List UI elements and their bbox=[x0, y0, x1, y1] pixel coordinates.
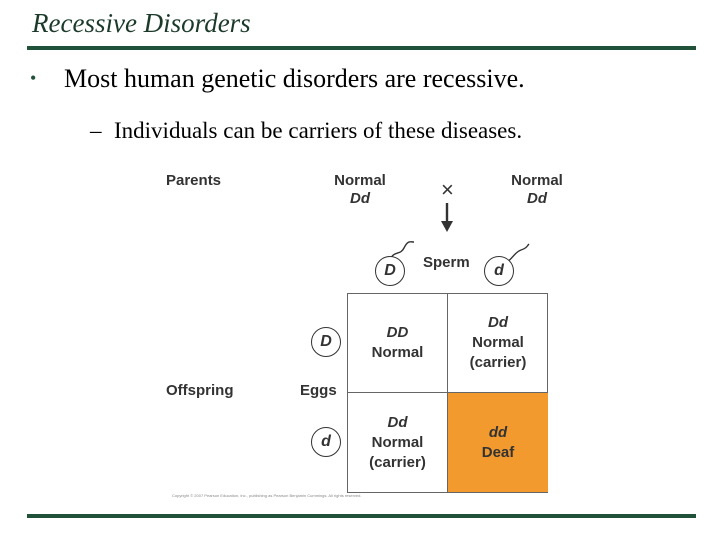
cell-phenotype: Deaf bbox=[481, 443, 515, 461]
parent-left-phenotype: Normal bbox=[334, 172, 386, 189]
cell-genotype: Dd bbox=[488, 314, 508, 331]
cell-genotype: DD bbox=[386, 324, 409, 341]
punnett-grid bbox=[347, 293, 548, 493]
copyright-note: Copyright © 2007 Pearson Education, Inc., publishing as Pearson Benjamin Cummings. All rights reserved. bbox=[172, 493, 362, 498]
parent-right-phenotype: Normal bbox=[511, 172, 563, 189]
cross-symbol: × bbox=[441, 177, 454, 202]
parent-left bbox=[320, 172, 400, 208]
cell-carrier-note: (carrier) bbox=[369, 453, 426, 471]
punnett-cell-Dd-top bbox=[448, 294, 548, 393]
parent-left-genotype: Dd bbox=[350, 190, 370, 207]
slide-title: Recessive Disorders bbox=[32, 8, 251, 38]
punnett-cell-Dd-bottom bbox=[348, 393, 448, 492]
bullet-primary-text: Most human genetic disorders are recessive. bbox=[64, 64, 525, 93]
bullet-dash: – bbox=[90, 118, 102, 143]
cross-arrow-icon bbox=[440, 203, 454, 233]
cell-phenotype: Normal bbox=[371, 433, 424, 451]
bullet-dot: • bbox=[30, 68, 37, 88]
punnett-cell-DD bbox=[348, 294, 448, 393]
parent-right-genotype: Dd bbox=[527, 190, 547, 207]
egg-allele-bottom: d bbox=[311, 427, 341, 457]
cell-carrier-note: (carrier) bbox=[469, 354, 527, 371]
cell-phenotype: Normal bbox=[371, 344, 424, 361]
cell-genotype: dd bbox=[488, 423, 508, 441]
parent-right bbox=[497, 172, 577, 208]
cell-genotype: Dd bbox=[387, 413, 408, 431]
cell-phenotype: Normal bbox=[472, 334, 524, 351]
egg-allele-top: D bbox=[311, 327, 341, 357]
eggs-label: Eggs bbox=[300, 382, 337, 399]
punnett-cell-dd bbox=[448, 393, 548, 492]
sperm-allele-left: D bbox=[375, 256, 405, 286]
footer-rule bbox=[27, 514, 696, 518]
sperm-label: Sperm bbox=[423, 254, 470, 271]
sperm-allele-right: d bbox=[484, 256, 514, 286]
offspring-label: Offspring bbox=[166, 382, 234, 399]
parents-label: Parents bbox=[166, 172, 222, 189]
bullet-secondary-text: Individuals can be carriers of these diseases. bbox=[114, 118, 523, 143]
